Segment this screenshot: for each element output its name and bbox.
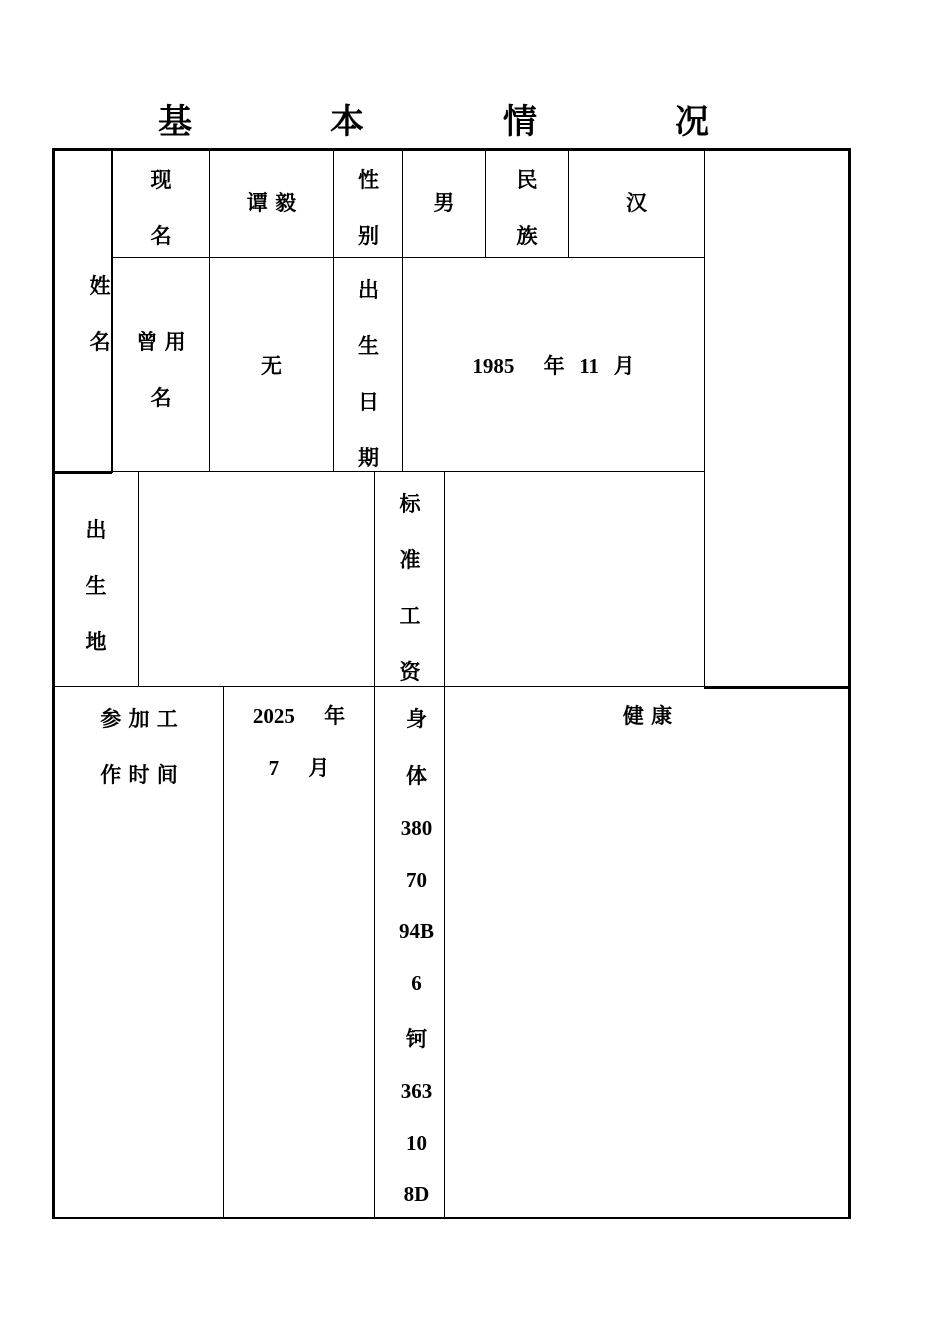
table-border-right — [848, 148, 851, 1219]
title-char: 况 — [675, 102, 709, 142]
title-char: 基 — [158, 102, 192, 142]
table-border-bottom — [52, 1217, 851, 1219]
title-char: 情 — [503, 102, 537, 142]
name-section-label: 姓 名 — [89, 273, 111, 354]
row-divider — [112, 257, 705, 258]
former-name-value: 无 — [261, 353, 282, 378]
table-border-top — [52, 148, 850, 151]
birthplace-label: 出 生 地 — [85, 517, 107, 654]
photo-area-left-border — [704, 150, 705, 688]
current-name-label: 现 名 — [150, 167, 172, 248]
body-label: 身 体 380 70 94B 6 钶 363 10 8D — [398, 706, 434, 1207]
current-name-value: 谭 毅 — [246, 190, 297, 215]
photo-area-bottom-border — [704, 686, 850, 689]
row-divider — [112, 471, 705, 472]
work-start-label: 参 加 工 作 时 间 — [100, 706, 178, 787]
birth-date-label: 出 生 日 期 — [358, 277, 379, 470]
health-label: 健 康 — [622, 703, 673, 728]
title-char: 本 — [330, 102, 364, 142]
gender-value: 男 — [433, 190, 455, 215]
row-divider — [54, 471, 112, 474]
ethnicity-value: 汉 — [626, 190, 647, 215]
ethnicity-label: 民 族 — [516, 167, 538, 248]
work-start-value — [224, 703, 374, 781]
col-divider — [138, 472, 139, 687]
table-border-left — [52, 148, 55, 1219]
gender-label: 性 别 — [358, 167, 379, 248]
former-name-label: 曾 用 名 — [136, 329, 186, 410]
row-divider — [54, 686, 705, 687]
work-start-month: 7 月 — [268, 755, 330, 780]
birth-date-value: 1985 年 11 月 — [472, 353, 635, 378]
standard-salary-label: 标 准 工 资 — [399, 491, 421, 684]
work-start-year: 2025 年 — [252, 703, 346, 728]
